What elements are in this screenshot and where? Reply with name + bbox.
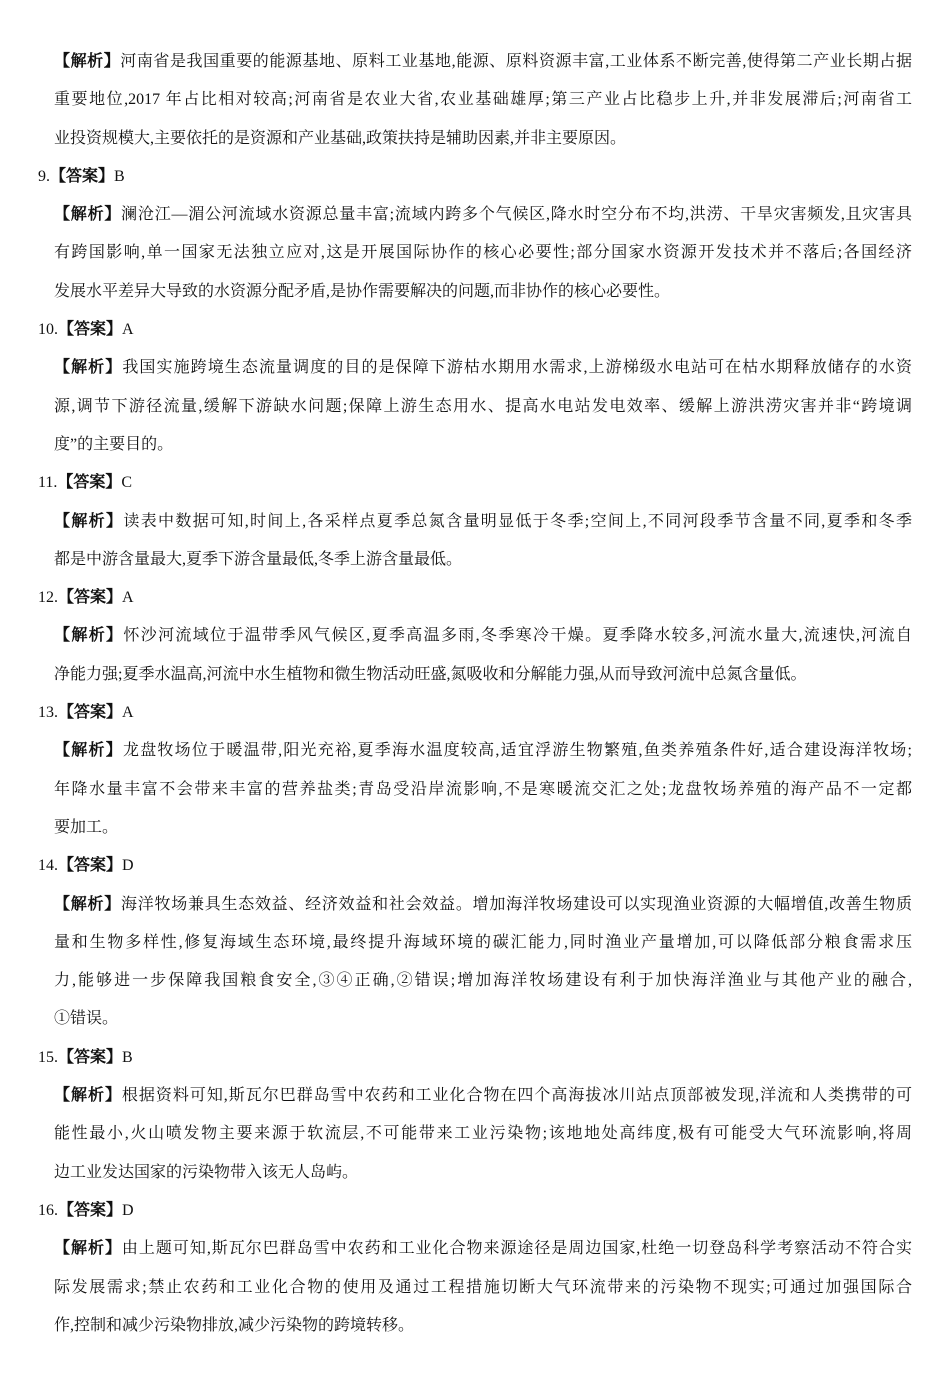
analysis-line	[54, 771, 912, 809]
analysis-line	[54, 273, 912, 311]
analysis-line	[54, 426, 912, 464]
answer-item	[0, 847, 950, 1038]
answer-label: 【答案】	[58, 1048, 123, 1066]
question-number: 9.	[38, 167, 50, 185]
analysis-line	[54, 1269, 912, 1307]
analysis-text: 由上题可知,斯瓦尔巴群岛雪中农药和工业化合物来源途径是周边国家,杜绝一切登岛科学考察活动不符合实	[121, 1240, 912, 1258]
question-number: 14.	[38, 857, 58, 875]
analysis-label: 【解析】	[54, 512, 124, 530]
answer-label: 【答案】	[58, 704, 123, 722]
analysis-text: 能性最小,火山喷发物主要来源于软流层,不可能带来工业污染物;该地地处高纬度,极有可能受大气环流影响,将周	[54, 1125, 912, 1143]
answer-line	[0, 311, 950, 349]
analysis-line	[54, 617, 912, 655]
answer-label: 【答案】	[58, 857, 123, 875]
question-number: 15.	[38, 1048, 58, 1066]
analysis-text: 海洋牧场兼具生态效益、经济效益和社会效益。增加海洋牧场建设可以实现渔业资源的大幅增值,改善生物质	[120, 895, 912, 913]
answer-item	[0, 464, 950, 579]
analysis-text: 年降水量丰富不会带来丰富的营养盐类;青岛受沿岸流影响,不是寒暖流交汇之处;龙盘牧场养殖的海产品不一定都	[54, 780, 912, 798]
analysis-text: 业投资规模大,主要依托的是资源和产业基础,政策扶持是辅助因素,并非主要原因。	[54, 129, 627, 147]
analysis-text: 力,能够进一步保障我国粮食安全,③④正确,②错误;增加海洋牧场建设有利于加快海洋渔业与其他产业的融合,	[54, 972, 912, 990]
answer-item	[0, 579, 950, 694]
analysis-line	[54, 809, 912, 847]
analysis-line	[54, 503, 912, 541]
analysis-line	[54, 196, 912, 234]
analysis-text: 发展水平差异大导致的水资源分配矛盾,是协作需要解决的问题,而非协作的核心必要性。	[54, 282, 671, 300]
analysis-line	[54, 1000, 912, 1038]
answer-label: 【答案】	[58, 321, 123, 339]
answer-item	[0, 1192, 950, 1345]
analysis-text: 作,控制和减少污染物排放,减少污染物的跨境转移。	[54, 1316, 415, 1334]
analysis-label: 【解析】	[54, 359, 123, 377]
analysis-line	[54, 234, 912, 272]
analysis-block	[54, 1230, 912, 1345]
analysis-label: 【解析】	[54, 627, 124, 645]
answer-choice: D	[122, 857, 134, 875]
analysis-text: 龙盘牧场位于暖温带,阳光充裕,夏季海水温度较高,适宜浮游生物繁殖,鱼类养殖条件好,适合建设海洋牧场;	[122, 742, 912, 760]
analysis-text: 际发展需求;禁止农药和工业化合物的使用及通过工程措施切断大气环流带来的污染物不现实;可通过加强国际合	[54, 1278, 912, 1296]
analysis-text: 读表中数据可知,时间上,各采样点夏季总氮含量明显低于冬季;空间上,不同河段季节含量不同,夏季和冬季	[123, 512, 912, 530]
analysis-line	[54, 886, 912, 924]
answer-line	[0, 1192, 950, 1230]
analysis-text: ①错误。	[54, 1010, 119, 1028]
analysis-label: 【解析】	[54, 895, 121, 913]
analysis-label: 【解析】	[54, 206, 122, 224]
answer-item	[0, 311, 950, 464]
analysis-line	[54, 1154, 912, 1192]
answer-choice: D	[122, 1201, 134, 1219]
answer-item	[0, 158, 950, 311]
analysis-text: 重要地位,2017 年占比相对较高;河南省是农业大省,农业基础雄厚;第三产业占比稳步上升,并非发展滞后;河南省工	[54, 91, 912, 109]
analysis-block	[54, 349, 912, 464]
answer-line	[0, 464, 950, 502]
answer-item	[0, 1039, 950, 1192]
analysis-label: 【解析】	[54, 1240, 122, 1258]
answer-item	[0, 694, 950, 847]
analysis-text: 怀沙河流域位于温带季风气候区,夏季高温多雨,冬季寒冷干燥。夏季降水较多,河流水量大,流速快,河流自	[123, 627, 912, 645]
answer-item	[0, 43, 950, 158]
answer-choice: A	[122, 589, 134, 607]
analysis-text: 根据资料可知,斯瓦尔巴群岛雪中农药和工业化合物在四个高海拔冰川站点顶部被发现,洋流和人类携带的可	[121, 1087, 912, 1105]
answer-label: 【答案】	[50, 167, 115, 185]
analysis-text: 要加工。	[54, 818, 119, 836]
analysis-block	[54, 1077, 912, 1192]
question-number: 16.	[38, 1201, 58, 1219]
answer-choice: A	[122, 321, 134, 339]
answer-choice: B	[114, 167, 125, 185]
analysis-text: 源,调节下游径流量,缓解下游缺水问题;保障上游生态用水、提高水电站发电效率、缓解上游洪涝灾害并非“跨境调	[54, 397, 912, 415]
analysis-line	[54, 732, 912, 770]
analysis-line	[54, 656, 912, 694]
answer-line	[0, 1039, 950, 1077]
answer-label: 【答案】	[58, 1201, 123, 1219]
analysis-line	[54, 1077, 912, 1115]
analysis-text: 澜沧江—湄公河流域水资源总量丰富;流域内跨多个气候区,降水时空分布不均,洪涝、干旱灾害频发,且灾害具	[121, 206, 912, 224]
analysis-block	[54, 196, 912, 311]
answer-line	[0, 158, 950, 196]
analysis-line	[54, 1230, 912, 1268]
answer-choice: C	[121, 474, 133, 492]
answer-label: 【答案】	[58, 589, 123, 607]
analysis-text: 量和生物多样性,修复海域生态环境,最终提升海域环境的碳汇能力,同时渔业产量增加,可以降低部分粮食需求压	[54, 933, 912, 951]
question-number: 12.	[38, 589, 58, 607]
answer-line	[0, 579, 950, 617]
analysis-line	[54, 43, 912, 81]
analysis-text: 我国实施跨境生态流量调度的目的是保障下游枯水期用水需求,上游梯级水电站可在枯水期释放储存的水资	[122, 359, 912, 377]
answer-choice: A	[122, 704, 134, 722]
analysis-text: 净能力强;夏季水温高,河流中水生植物和微生物活动旺盛,氮吸收和分解能力强,从而导致河流中总氮含量低。	[54, 665, 807, 683]
answer-line	[0, 847, 950, 885]
analysis-text: 都是中游含量最大,夏季下游含量最低,冬季上游含量最低。	[54, 550, 463, 568]
analysis-line	[54, 120, 912, 158]
analysis-line	[54, 541, 912, 579]
analysis-text: 河南省是我国重要的能源基地、原料工业基地,能源、原料资源丰富,工业体系不断完善,使得第二产业长期占据	[120, 53, 912, 70]
analysis-text: 度”的主要目的。	[54, 435, 174, 453]
answer-line	[0, 694, 950, 732]
analysis-label: 【解析】	[54, 53, 121, 70]
analysis-text: 有跨国影响,单一国家无法独立应对,这是开展国际协作的核心必要性;部分国家水资源开发技术并不落后;各国经济	[54, 244, 912, 262]
analysis-line	[54, 1115, 912, 1153]
question-number: 13.	[38, 704, 58, 722]
analysis-line	[54, 349, 912, 387]
analysis-line	[54, 962, 912, 1000]
question-number: 10.	[38, 321, 58, 339]
question-number: 11.	[38, 474, 58, 492]
answer-label: 【答案】	[57, 474, 122, 492]
analysis-line	[54, 388, 912, 426]
analysis-block	[54, 732, 912, 847]
analysis-label: 【解析】	[54, 1087, 122, 1105]
analysis-text: 边工业发达国家的污染物带入该无人岛屿。	[54, 1163, 359, 1181]
analysis-line	[54, 1307, 912, 1345]
analysis-label: 【解析】	[54, 742, 123, 760]
analysis-block	[54, 503, 912, 580]
analysis-line	[54, 81, 912, 119]
analysis-block	[54, 886, 912, 1039]
answer-choice: B	[122, 1048, 133, 1066]
analysis-block	[54, 43, 912, 158]
analysis-block	[54, 617, 912, 694]
analysis-line	[54, 924, 912, 962]
